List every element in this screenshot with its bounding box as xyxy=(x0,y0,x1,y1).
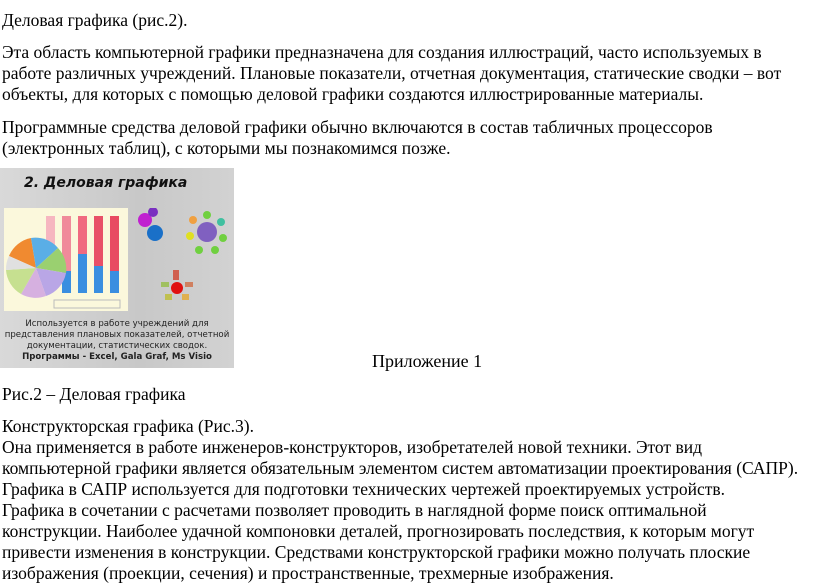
caption-line: документации, статистических сводок. xyxy=(26,341,208,351)
gear-icon xyxy=(147,225,163,241)
figure-caption: Рис.2 – Деловая графика xyxy=(2,384,186,404)
pie-chart xyxy=(6,238,66,298)
appendix-label: Приложение 1 xyxy=(372,351,483,371)
text-line: объекты, для которых с помощью деловой графики создаются иллюстрированные материалы. xyxy=(2,84,704,104)
paragraph-2 xyxy=(2,117,713,159)
caption-line: Программы - Excel, Gala Graf, Ms Visio xyxy=(22,352,212,362)
text-line: Эта область компьютерной графики предназначена для создания иллюстраций, часто используемых в xyxy=(2,42,762,62)
text-line: конструкции. Наиболее удачной компоновки деталей, прогнозировать последствия, к которым могут xyxy=(2,521,755,541)
chart-image xyxy=(4,208,128,311)
diagram-icons xyxy=(135,208,230,318)
text-line: Графика в САПР используется для подготовки технических чертежей проектируемых устройств. xyxy=(2,479,726,499)
caption-line: Используется в работе учреждений для xyxy=(25,319,209,329)
business-graphics-figure xyxy=(0,168,234,368)
paragraph-1 xyxy=(2,42,781,105)
text-line: компьютерной графики является обязательным элементом систем автоматизации проектирования (САПР). xyxy=(2,458,799,478)
section-2-heading: Конструкторская графика (Рис.3). xyxy=(2,416,254,436)
chart-illustration xyxy=(4,208,128,311)
text-line: Графика в сочетании с расчетами позволяет проводить в наглядной форме поиск оптимальной xyxy=(2,500,707,520)
text-line: работе различных учреждений. Плановые показатели, отчетная документация, статические сводки – вот xyxy=(2,63,782,83)
radial-diagram xyxy=(161,270,193,300)
chart-legend xyxy=(54,300,120,308)
text-line: Программные средства деловой графики обычно включаются в состав табличных процессоров xyxy=(2,117,713,137)
text-line: Она применяется в работе инженеров-конструкторов, изобретателей новой техники. Этот вид xyxy=(2,437,702,457)
text-line: (электронных таблиц), с которыми мы познакомимся позже. xyxy=(2,138,451,158)
caption-line: представления плановых показателей, отчетной xyxy=(4,330,230,340)
paragraph-3 xyxy=(2,437,798,584)
figure-inner-caption xyxy=(0,319,234,363)
heading: Деловая графика (рис.2). xyxy=(2,10,188,30)
cycle-diagram xyxy=(186,211,227,254)
text-line: изображения (проекции, сечения) и пространственные, трехмерные изображения. xyxy=(2,563,614,583)
figure-title: 2. Деловая графика xyxy=(24,175,188,191)
text-line: привести изменения в конструкции. Средствами конструкторской графики можно получать плоские xyxy=(2,542,751,562)
